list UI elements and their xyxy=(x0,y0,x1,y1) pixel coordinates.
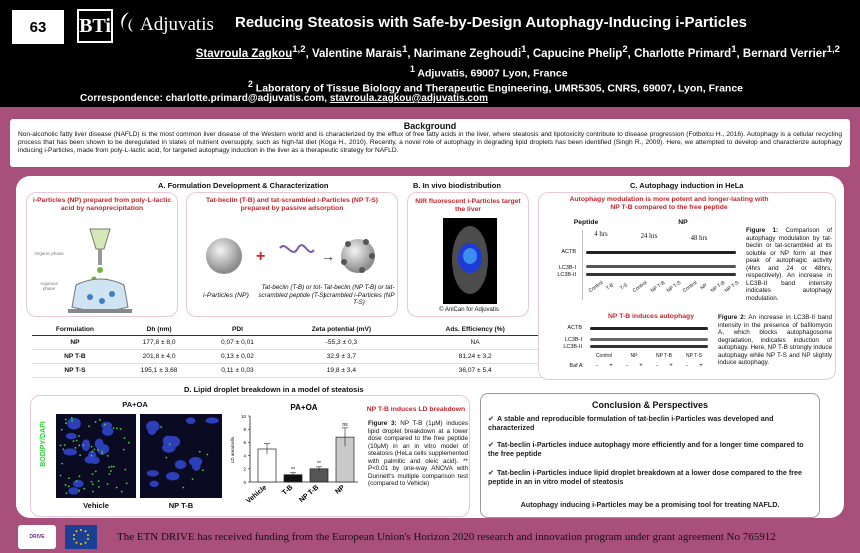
affiliation-text: Laboratory of Tissue Biology and Therapeutic Engineering, UMR5305, CNRS, 69007, Lyon, France xyxy=(255,82,743,95)
significance-label: ns xyxy=(342,421,348,428)
nucleus xyxy=(192,462,201,471)
conclusion-text: A stable and reproducible formulation of tat-beclin i-Particles was developed and characterized xyxy=(488,414,774,432)
lc3b1-band xyxy=(590,338,708,341)
adjuvatis-swirl-icon xyxy=(115,10,139,40)
lipid-droplet xyxy=(108,466,110,468)
chart-title: PA+OA xyxy=(290,403,318,412)
lipid-droplet xyxy=(65,484,67,486)
check-icon: ✔ xyxy=(488,440,495,449)
lipid-droplet xyxy=(88,425,90,427)
funding-text: The ETN DRIVE has received funding from the European Union's Horizon 2020 research and innovation program under grant agreement No 765912 xyxy=(117,531,776,543)
lipid-droplet xyxy=(120,428,122,430)
aqueous-phase-label: Aqueous phase xyxy=(40,281,58,291)
conclusion-text: Tat-beclin i-Particles induce lipid droplet breakdown at a lower dose compared to the free peptide in an in vitro model of steatosis xyxy=(488,468,803,486)
adsorption-diagram xyxy=(196,230,392,280)
x-tick-label: NP xyxy=(334,484,347,496)
figure-3-label: Figure 3: xyxy=(368,420,397,427)
lane-label: Control xyxy=(631,279,649,295)
lipid-droplet xyxy=(123,449,125,451)
table-cell: 81,24 ± 3,2 xyxy=(408,350,542,364)
author-name: Charlotte Primard xyxy=(634,47,732,60)
np-prep-title: i-Particles (NP) prepared from poly-L-lactic acid by nanoprecipitation xyxy=(32,197,172,212)
table-header: Ads. Efficiency (%) xyxy=(408,324,542,336)
nucleus xyxy=(63,448,77,455)
author-affiliation: 1 xyxy=(731,44,737,55)
table-cell: 32,9 ± 3,7 xyxy=(275,350,409,364)
author-affiliation: 1 xyxy=(521,44,527,55)
table-cell: NP T-B xyxy=(32,350,118,364)
lipid-droplet xyxy=(76,440,78,442)
lipid-droplet xyxy=(110,470,112,472)
lipid-droplet xyxy=(192,478,194,480)
tat-adsorption-title: Tat-beclin (T-B) and tat-scrambled i-Particles (NP T-S) prepared by passive adsorption xyxy=(206,197,378,212)
lipid-droplet xyxy=(99,419,101,421)
y-tick-label: 4 xyxy=(243,453,246,459)
np-tb-microscopy-image xyxy=(140,414,222,498)
table-header-row xyxy=(32,324,542,336)
ld-bar-chart xyxy=(228,398,364,518)
lipid-droplet xyxy=(82,444,84,446)
lc3b2-band xyxy=(586,273,736,276)
pa-oa-label: PA+OA xyxy=(122,400,148,409)
figure-3-text: NP T-B (1μM) induces lipid droplet breakdown at a lower dose compared to the free peptide (10μM) in an in vitro model of steatosis (HeLa cells supplemented with palmitic and oleic acid). ** P<0.01 by one-way ANOVA with Dunnett's multiple comparison test (compared to Vehicle) xyxy=(368,420,469,487)
author-affiliation: 1,2 xyxy=(292,44,306,55)
conclusion-item xyxy=(488,440,812,458)
autophagy-subtitle: Autophagy modulation is more potent and longer-lasting with NP T-B compared to the free peptide xyxy=(569,196,769,211)
physicochemical-table xyxy=(32,324,542,378)
lipid-droplet xyxy=(111,466,113,468)
conclusion-closing: Autophagy inducing i-Particles may be a promising tool for treating NAFLD. xyxy=(520,500,780,509)
table-cell: 177,8 ± 8,0 xyxy=(118,336,201,350)
lane-label: NP T-B xyxy=(709,279,727,295)
table-cell: NP xyxy=(32,336,118,350)
lipid-droplet xyxy=(95,421,97,423)
lipid-droplet xyxy=(101,453,103,455)
lipid-droplet xyxy=(68,485,70,487)
figure-2-text: An increase in LC3B-II band intensity in the presence of bafilomycin A, which blocks autophagosome degradation, indicates induction of autophagy. Here, NP T-B strongly induce autophagy while NP T-S and NP slightly induce autophagy. xyxy=(718,314,832,366)
lipid-droplet xyxy=(78,490,80,492)
nanoprecipitation-diagram xyxy=(40,223,170,315)
lipid-droplet xyxy=(121,491,123,493)
lipid-droplet xyxy=(124,469,126,471)
affiliation-text: Adjuvatis, 69007 Lyon, France xyxy=(417,67,568,80)
x-tick-label: NP T-B xyxy=(298,484,321,505)
lipid-droplet xyxy=(91,481,93,483)
lane-labels-1 xyxy=(586,279,742,303)
lipid-droplet xyxy=(113,466,115,468)
y-tick-label: 8 xyxy=(243,427,246,432)
lane-label: Control xyxy=(595,353,613,359)
lipid-droplet xyxy=(97,449,99,451)
conclusion-text: Tat-beclin i-Particles induce autophagy more efficiently and for a longer time compared to the free peptide xyxy=(488,440,804,458)
baf-sign: + xyxy=(639,363,643,369)
mouse-fluorescence-image xyxy=(443,218,497,304)
y-tick-label: 10 xyxy=(240,413,246,419)
figure-2-caption xyxy=(718,314,832,367)
lane-label: NP T-B xyxy=(649,279,667,295)
table-row xyxy=(32,350,542,364)
conclusion-heading: Conclusion & Perspectives xyxy=(591,400,709,410)
background-heading: Background xyxy=(403,121,457,131)
conclusion-item xyxy=(488,468,812,486)
lane-label: NP xyxy=(630,353,638,359)
row-label-lc3b2: LC3B-II xyxy=(563,344,582,350)
lipid-droplet xyxy=(98,480,100,482)
lipid-droplet xyxy=(64,444,66,446)
author-list: Stavroula Zagkou$^{1,2}$, Valentine Marais$^1$, Narimane Zeghoudi$^1$, Capucine Phelip$^2$, Charlotte Primard$^1$, Bernard Verrier$^{1,2}$ xyxy=(195,44,840,60)
lipid-droplet xyxy=(76,480,78,482)
table-cell: 19,8 ± 3,4 xyxy=(275,364,409,378)
table-cell: 0,07 ± 0,01 xyxy=(200,336,274,350)
y-tick-label: 6 xyxy=(243,440,246,446)
table-cell: NA xyxy=(408,336,542,350)
nucleus xyxy=(68,487,79,494)
nucleus xyxy=(206,417,219,423)
lipid-droplet xyxy=(60,475,62,477)
table-header: Formulation xyxy=(32,324,118,336)
lipid-droplet xyxy=(79,475,81,477)
figure-1-text: Comparison of autophagy modulation by tat-beclin or tat-scrambled at its soluble or NP form at their peak of autophagic activity (4hrs and 24 or 48hrs, respectively). An increase in LC3B-II band intensity indicates autophagy modulation. xyxy=(746,227,833,302)
figure-1-caption xyxy=(746,227,832,302)
actb-band xyxy=(586,251,736,254)
affiliation-sup: 2 xyxy=(248,79,253,89)
lipid-droplet xyxy=(169,444,171,446)
section-a-heading: A. Formulation Development & Characterization xyxy=(158,181,329,190)
lipid-droplet xyxy=(92,450,94,452)
author-name: Bernard Verrier xyxy=(742,47,827,60)
vehicle-image-label: Vehicle xyxy=(83,501,109,510)
row-label-lc3b1: LC3B-I xyxy=(564,337,582,343)
background-box xyxy=(10,119,850,167)
svg-text:→: → xyxy=(321,248,335,264)
adjuvatis-logo-text: Adjuvatis xyxy=(140,14,214,35)
lipid-droplet xyxy=(107,483,109,485)
biodistribution-subtitle: NIR fluorescent i-Particles target the liver xyxy=(415,198,521,213)
section-c-heading: C. Autophagy induction in HeLa xyxy=(630,181,744,190)
check-icon: ✔ xyxy=(488,468,495,477)
baf-sign: + xyxy=(609,363,613,369)
affiliation-sup: 1 xyxy=(410,64,415,74)
lipid-droplet xyxy=(94,449,96,451)
baf-sign: - xyxy=(656,363,658,369)
lipid-droplet xyxy=(116,487,118,489)
np-tb-autophagy-subtitle: NP T-B induces autophagy xyxy=(608,313,694,320)
baf-a-label: Baf A xyxy=(569,363,583,369)
actb-band xyxy=(590,327,708,330)
author-affiliation: 1 xyxy=(402,44,408,55)
table-cell: -55,3 ± 0,3 xyxy=(275,336,409,350)
drive-logo: DRIVE xyxy=(18,525,56,549)
check-icon: ✔ xyxy=(488,414,495,423)
peptide-label: Tat-beclin (T-B) or tot-scrambled peptide (T-S) xyxy=(258,284,326,299)
table-header: Dh (nm) xyxy=(118,324,201,336)
lipid-droplet xyxy=(108,473,110,475)
lipid-droplet xyxy=(91,455,93,457)
lipid-droplet xyxy=(92,483,94,485)
stain-label: BODIPY/DAPI xyxy=(40,421,47,467)
lane-label: T-S xyxy=(619,282,629,292)
table-cell: 0,13 ± 0,02 xyxy=(200,350,274,364)
table-row xyxy=(32,364,542,378)
lc3b1-band xyxy=(586,265,736,268)
lipid-droplet xyxy=(107,455,109,457)
row-label-lc3b2: LC3B-II xyxy=(557,272,576,278)
lipid-droplet xyxy=(95,471,97,473)
table-cell: 195,1 ± 3,68 xyxy=(118,364,201,378)
lipid-droplet xyxy=(79,454,81,456)
lane-label: NP T-S xyxy=(686,353,702,359)
poster-title: Reducing Steatosis with Safe-by-Design Autophagy-Inducing i-Particles xyxy=(235,14,748,31)
table-cell: 36,07 ± 5,4 xyxy=(408,364,542,378)
y-axis-label: LD area/cells xyxy=(230,436,235,464)
lipid-droplet xyxy=(113,427,115,429)
lipid-droplet xyxy=(116,427,118,429)
lipid-droplet xyxy=(68,477,70,479)
row-label-actb: ACTB xyxy=(567,325,582,331)
baf-sign: - xyxy=(686,363,688,369)
lane-label: T-B xyxy=(605,282,615,292)
author-name: Narimane Zeghoudi xyxy=(413,47,522,60)
np-label: i-Particles (NP) xyxy=(203,292,249,299)
time-label-4h: 4 hrs xyxy=(594,231,608,238)
figure-3-caption xyxy=(368,420,468,488)
lipid-droplet xyxy=(61,429,63,431)
nucleus xyxy=(166,472,180,480)
lipid-droplet xyxy=(98,486,100,488)
significance-label: ** xyxy=(291,466,295,473)
lipid-droplet xyxy=(78,444,80,446)
lane-label: NP T-S xyxy=(665,279,683,295)
lipid-droplet xyxy=(165,457,167,459)
lipid-droplet xyxy=(206,454,208,456)
lipid-droplet xyxy=(199,451,201,453)
table-cell: 201,8 ± 4,0 xyxy=(118,350,201,364)
lipid-droplet xyxy=(104,424,106,426)
table-cell: 0,11 ± 0,03 xyxy=(200,364,274,378)
lipid-droplet xyxy=(182,487,184,489)
lane-label: Control xyxy=(587,279,605,295)
lipid-droplet xyxy=(75,447,77,449)
y-tick-label: 2 xyxy=(243,466,246,472)
ld-breakdown-subtitle: NP T-B induces LD breakdown xyxy=(366,406,466,413)
nucleus xyxy=(73,480,84,487)
lipid-droplet xyxy=(92,491,94,493)
lipid-droplet xyxy=(124,437,126,439)
significance-label: ** xyxy=(317,460,321,467)
eu-flag-icon xyxy=(65,525,97,549)
np-tb-image-label: NP T-B xyxy=(168,501,194,510)
time-label-24h: 24 hrs xyxy=(640,233,658,240)
peptide-column-label: Peptide xyxy=(573,219,599,226)
lipid-droplet xyxy=(71,417,73,419)
table-header: PDI xyxy=(200,324,274,336)
section-d-heading: D. Lipid droplet breakdown in a model of steatosis xyxy=(184,385,364,394)
author-name: Stavroula Zagkou xyxy=(195,47,293,60)
lipid-droplet xyxy=(78,435,80,437)
nucleus xyxy=(146,421,159,432)
figure-1-label: Figure 1: xyxy=(746,227,779,234)
image-credit: © AniCan for Adjuvatis xyxy=(439,307,499,313)
lane-label: NP xyxy=(699,282,709,292)
lipid-droplet xyxy=(66,492,68,494)
affiliation-1 xyxy=(410,64,568,80)
lipid-droplet xyxy=(91,446,93,448)
background-text: Non-alcoholic fatty liver disease (NAFLD) is the most common liver disease of the Western world and is characterized by the efflux of free fatty acids in the liver, where steatosis and lipotoxicity contribute to disease progression (Fotbolcu H., 2016). Autophagy is a cellular recycling process that has been shown to be deregulated in states of nutrient oversupply, such as high-fat diet (Koga H., 2010). Recently, a novel role of autophagy in degrading lipid droplets has been identified (Singh R., 2009). Here, we attempted to develop and characterize autophagy inducing i-Particles, made from poly-L-lactic acid, for targeted autophagy induction in the liver as a therapeutic strategy for NAFLD. xyxy=(18,131,842,154)
lipid-droplet xyxy=(73,440,75,442)
lc3b2-band xyxy=(590,345,708,348)
lipid-droplet xyxy=(202,469,204,471)
poster-number: 63 xyxy=(12,10,64,44)
nucleus xyxy=(149,481,159,487)
lipid-droplet xyxy=(60,444,62,446)
product-label: Tat-beclin (NP T-B) or tat-scrambled i-Particles (NP T-S) xyxy=(323,284,395,306)
email-link[interactable]: stavroula.zagkou@adjuvatis.com xyxy=(329,93,488,104)
bti-logo: BTi xyxy=(77,9,113,43)
svg-text:+: + xyxy=(256,248,266,265)
section-b-heading: B. In vivo biodistribution xyxy=(413,181,501,190)
np-column-label: NP xyxy=(678,219,688,226)
nucleus xyxy=(67,418,81,430)
correspondence xyxy=(80,93,488,104)
email-link[interactable]: charlotte.primard@adjuvatis.com, xyxy=(165,93,328,104)
author-name: Valentine Marais xyxy=(311,47,403,60)
nucleus xyxy=(97,444,110,454)
lane-label: NP T-B xyxy=(656,353,672,359)
nucleus xyxy=(175,460,186,469)
y-tick-label: 0 xyxy=(243,479,246,485)
baf-sign: + xyxy=(699,363,703,369)
lipid-droplet xyxy=(83,488,85,490)
lipid-droplet xyxy=(160,426,162,428)
lane-label: Control xyxy=(681,279,699,295)
table-cell: NP T-S xyxy=(32,364,118,378)
lipid-droplet xyxy=(71,420,73,422)
x-tick-label: Vehicle xyxy=(245,484,269,506)
row-label-lc3b1: LC3B-I xyxy=(558,265,576,271)
author-name: Capucine Phelip xyxy=(532,47,623,60)
nucleus xyxy=(66,433,77,440)
lane-label: NP T-S xyxy=(723,279,741,295)
table-header: Zeta potential (mV) xyxy=(275,324,409,336)
nucleus xyxy=(186,417,195,424)
vehicle-microscopy-image xyxy=(56,414,136,498)
conclusion-item xyxy=(488,414,812,432)
nucleus xyxy=(84,456,96,464)
organic-phase-label: Organic phase xyxy=(34,251,64,256)
baf-sign: - xyxy=(596,363,598,369)
baf-sign: - xyxy=(626,363,628,369)
time-label-48h: 48 hrs xyxy=(690,235,708,242)
author-affiliation: 2 xyxy=(622,44,628,55)
lipid-droplet xyxy=(101,451,103,453)
author-affiliation: 1,2 xyxy=(826,44,840,55)
lipid-droplet xyxy=(128,442,130,444)
baf-sign: + xyxy=(669,363,673,369)
nucleus xyxy=(147,470,159,476)
row-label-actb: ACTB xyxy=(561,249,576,255)
figure-2-label: Figure 2: xyxy=(718,314,746,321)
lipid-droplet xyxy=(65,422,67,424)
correspondence-label: Correspondence: xyxy=(80,93,163,104)
lipid-droplet xyxy=(61,463,63,465)
x-tick-label: T-B xyxy=(281,484,295,497)
lipid-droplet xyxy=(92,473,94,475)
lipid-droplet xyxy=(65,419,67,421)
lipid-droplet xyxy=(126,482,128,484)
nucleus xyxy=(102,427,113,436)
table-row xyxy=(32,336,542,350)
lipid-droplet xyxy=(63,448,65,450)
